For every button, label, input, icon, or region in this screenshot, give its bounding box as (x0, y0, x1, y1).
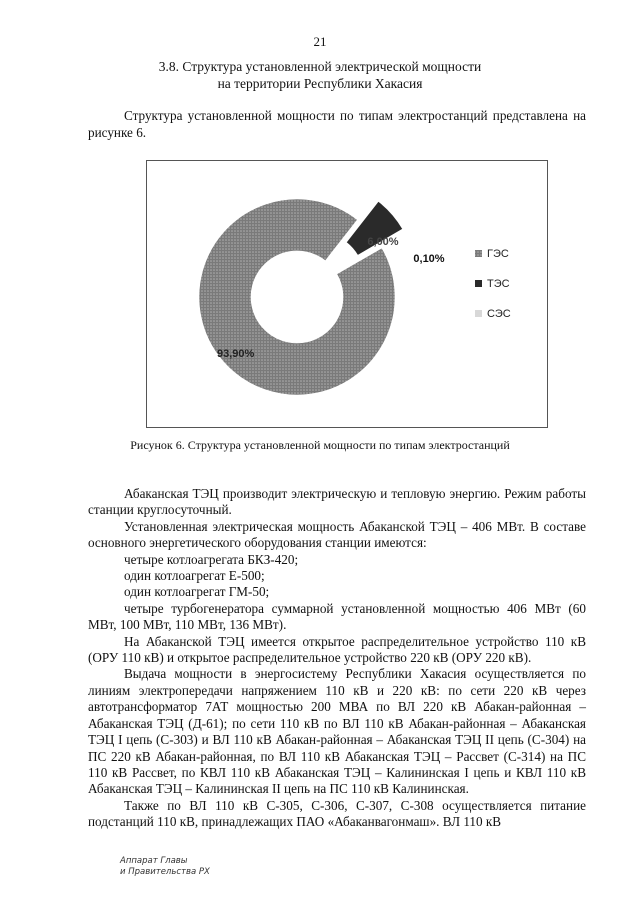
legend-swatch-0 (475, 250, 482, 257)
chart-svg (147, 161, 547, 427)
paragraph: Также по ВЛ 110 кВ С-305, С-306, С-307, С-308 осуществляется питание подстанций 110 кВ, принадлежащих ПАО «Абаканвагонмаш». ВЛ 110 кВ (88, 797, 586, 830)
page-number: 21 (313, 34, 327, 49)
paragraph: На Абаканской ТЭЦ имеется открытое распределительное устройство 110 кВ (ОРУ 110 кВ) и открытое распределительное устройство 220 кВ (ОРУ 220 кВ). (88, 633, 586, 666)
office-stamp (120, 856, 210, 878)
figure-caption: Рисунок 6. Структура установленной мощности по типам электростанций (130, 438, 510, 452)
legend-label-1: ТЭС (487, 278, 510, 290)
chart-slices (199, 199, 406, 395)
paragraph: Выдача мощности в энергосистему Республики Хакасия осуществляется по линиям электропередачи напряжением 110 кВ и 220 кВ: по сети 220 кВ через автотрансформатор 7АТ мощностью 200 МВА по ВЛ 220 кВ Абакан-районная – Абаканская ТЭЦ (Д-61); по сети 110 кВ по ВЛ 110 кВ Абакан-районная – Абаканская ТЭЦ I цепь (С-303) и ВЛ 110 кВ Абакан-районная – Абаканская ТЭЦ II цепь (С-304) на ПС 220 кВ Абакан-районная, по ВЛ 110 кВ Абаканская ТЭЦ – Рассвет (С-314) на ПС 110 кВ Рассвет, по КВЛ 110 кВ Абаканская ТЭЦ – Калининская I цепь и КВЛ 110 кВ Абаканская ТЭЦ – Калининская II цепь на ПС 110 кВ Калининская. (88, 666, 586, 797)
legend-label-2: СЭС (487, 308, 511, 320)
list-item: четыре котлоагрегата БКЗ-420; (124, 551, 299, 567)
chart-legend (475, 248, 511, 320)
list-item: четыре турбогенератора суммарной установленной мощностью 406 МВт (60 МВт, 100 МВт, 110 МВт, 136 МВт). (88, 600, 586, 633)
list-item: один котлоагрегат Е-500; (124, 568, 265, 584)
paragraph: Установленная электрическая мощность Абаканской ТЭЦ – 406 МВт. В составе основного энергетического оборудования станции имеются: (88, 518, 586, 551)
stamp-line-2: и Правительства РХ (120, 867, 210, 877)
stamp-line-1: Аппарат Главы (120, 856, 188, 866)
donut-chart (146, 160, 548, 428)
paragraph: Абаканская ТЭЦ производит электрическую и тепловую энергию. Режим работы станции круглосуточный. (88, 486, 586, 518)
intro-paragraph: Структура установленной мощности по типам электростанций представлена на рисунке 6. (88, 108, 586, 140)
legend-label-0: ГЭС (487, 248, 509, 260)
data-label-0: 93,90% (217, 348, 255, 360)
data-label-1: 6,00% (367, 236, 399, 248)
body-text (88, 486, 586, 831)
legend-swatch-2 (475, 310, 482, 317)
section-heading-line-2: на территории Республики Хакасия (217, 76, 423, 91)
legend-swatch-1 (475, 280, 482, 287)
data-label-2: 0,10% (413, 253, 445, 265)
list-item: один котлоагрегат ГМ-50; (124, 584, 270, 600)
section-heading-line-1: 3.8. Структура установленной электрической мощности (158, 59, 482, 74)
section-heading (60, 58, 580, 92)
